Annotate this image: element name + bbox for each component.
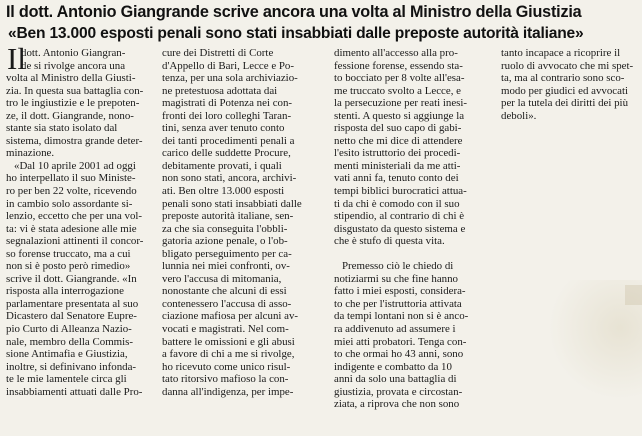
col4-line: ta, ma al contrario sono sco- — [501, 72, 625, 85]
col4-line: modo per giudici ed avvocati — [501, 84, 629, 97]
col4-line: ruolo di avvocato che mi spet- — [501, 59, 634, 72]
col3-line: Premesso ciò le chiedo di — [342, 260, 454, 273]
article-column-1 — [6, 47, 156, 398]
col1-line: ze, il dott. Giangrande, nono- — [6, 109, 134, 122]
col3-line: to bocciato per 8 volte all'esa- — [334, 72, 465, 85]
col3-line: la persecuzione per reati inesi- — [334, 97, 468, 110]
col3-line: ra addivenuto ad assumere i — [334, 323, 456, 336]
drop-cap: Il — [7, 41, 26, 76]
col2-line: ciazione mafiosa per alcuni av- — [162, 310, 299, 323]
col2-line: tato ritorsivo mafioso la con- — [162, 373, 289, 386]
col2-line: gatoria azione penale, o l'ob- — [162, 235, 288, 248]
col4-line: deboli». — [501, 109, 537, 122]
col1-line: de si rivolge ancora una — [21, 59, 126, 72]
headline — [6, 2, 638, 44]
col3-line: vati anni fa, tenuto conto dei — [334, 172, 459, 185]
col3-line: dimento all'accesso alla pro- — [334, 47, 458, 59]
col2-line: ati. Ben oltre 13.000 esposti — [162, 185, 285, 198]
col2-line: tenza, per una sola archiviazio- — [162, 72, 298, 85]
col1-line: in cambio solo assordante si- — [6, 197, 133, 210]
col2-line: lunnia nei miei confronti, ov- — [162, 260, 290, 273]
col2-line: carico delle suddette Procure, — [162, 147, 291, 160]
headline-line-1: Il dott. Antonio Giangrande scrive ancora una volta al Ministro della Giustizia — [6, 3, 582, 21]
col2-line: ne pretestuosa adottata dai — [162, 84, 278, 97]
col1-line: «Dal 10 aprile 2001 ad oggi — [14, 159, 136, 172]
col3-line: stenti. A questo si aggiunge la — [334, 109, 465, 122]
col1-line: ro per ben 22 volte, ricevendo — [6, 185, 137, 198]
col1-line: Dicastero dal Senatore Eupre- — [6, 310, 137, 323]
col2-line: ho ricevuto come unico risul- — [162, 360, 291, 373]
col2-line: d'Appello di Bari, Lecce e Po- — [162, 59, 295, 72]
col2-line: cure dei Distretti di Corte — [162, 47, 274, 59]
col2-line: non sono stati, ancora, archivi- — [162, 172, 297, 185]
col3-line: stipendio, al contrario di chi è — [334, 210, 465, 223]
col3-line: notiziarmi su che fine hanno — [334, 272, 458, 285]
col2-line: a favore di chi a me si rivolge, — [162, 348, 295, 361]
col3-line: disgustato da questo sistema e — [334, 222, 466, 235]
col3-line: to che ormai ho 43 anni, sono — [334, 348, 464, 361]
col3-line: netto che mi dice di attendere — [334, 134, 463, 147]
col1-line: sione Antimafia e Giustizia, — [6, 348, 128, 361]
col2-line: vocati e magistrati. Nel com- — [162, 323, 289, 336]
col1-line: ta: vi è stata adesione alle mie — [6, 222, 137, 235]
col2-line: bligato perseguimento per ca- — [162, 247, 292, 260]
article-column-3 — [334, 47, 502, 411]
col1-line: insabbiamenti attuati dalle Pro- — [6, 385, 143, 398]
article-column-2 — [162, 47, 327, 398]
col1-line: tro le ingiustizie e le prepoten- — [6, 97, 140, 110]
col1-line: segnalazioni attinenti il concor- — [6, 235, 144, 248]
col1-line: zia. In questa sua battaglia con- — [6, 84, 144, 97]
col3-line: l'esito istruttorio dei procedi- — [334, 147, 461, 160]
col3-line: ziata, a riprova che non sono — [334, 398, 460, 411]
col3-line: giustizia, provata e circostan- — [334, 385, 463, 398]
col2-line: fronti dei loro colleghi Taran- — [162, 109, 292, 122]
col1-line: sistema, dimostra grande deter- — [6, 134, 143, 147]
col3-line: fessione forense, essendo sta- — [334, 59, 463, 72]
col3-line: risposta del suo capo di gabi- — [334, 122, 462, 135]
col2-line: magistrati di Potenza nei con- — [162, 97, 293, 110]
col3-line: indigente e combatto da 10 — [334, 360, 452, 373]
col3-line — [334, 248, 502, 261]
col2-line: nonostante che alcuni di essi — [162, 285, 287, 298]
col2-line: za che sia conseguita l'obbli- — [162, 222, 288, 235]
col3-line: anni da solo una battaglia di — [334, 373, 457, 386]
col2-line: debitamente provati, i quali — [162, 159, 282, 172]
col1-line: lenzio, eccetto che per una vol- — [6, 210, 143, 223]
col3-line: fatto i miei esposti, considera- — [334, 285, 466, 298]
col3-line: che è stufo di questa vita. — [334, 235, 445, 248]
col1-line: nale, membro della Commis- — [6, 335, 134, 348]
col3-line: tempi biblici burocratici attua- — [334, 185, 467, 198]
col1-line: minazione. — [6, 147, 55, 160]
col1-line: volta al Ministro della Giusti- — [6, 72, 136, 85]
col2-line: penali sono stati insabbiati dalle — [162, 197, 302, 210]
col4-line: per la tutela dei diritti dei più — [501, 97, 629, 110]
col2-line: vero l'accusa di mitomania, — [162, 272, 282, 285]
col1-line: pio Curto di Alleanza Nazio- — [6, 323, 132, 336]
col4-line: tanto incapace a ricoprire il — [501, 47, 621, 59]
col2-line: battere le omissioni e gli abusi — [162, 335, 295, 348]
col2-line: danna all'indigenza, per impe- — [162, 385, 294, 398]
col2-line: preposte autorità italiane, sen- — [162, 210, 294, 223]
col1-line: scrive il dott. Giangrande. «In — [6, 272, 137, 285]
col2-line: dei tanti procedimenti penali a — [162, 134, 295, 147]
col2-line: tini, senza aver tenuto conto — [162, 122, 285, 135]
col3-line: to che per l'istruttoria attivata — [334, 297, 462, 310]
article-column-4 — [501, 47, 642, 122]
col1-line: stante sia stato isolato dal — [6, 122, 118, 135]
bleed-through-mark — [625, 285, 642, 305]
col3-line: miei atti probatori. Tenga con- — [334, 335, 467, 348]
col3-line: da tempi lontani non si è anco- — [334, 310, 469, 323]
col1-line: inoltre, si definivano infonda- — [6, 360, 137, 373]
col2-line: contenessero l'accusa di asso- — [162, 297, 292, 310]
col1-line: te le mie lamentele circa gli — [6, 373, 127, 386]
headline-line-2: «Ben 13.000 esposti penali sono stati insabbiati dalle preposte autorità italiane» — [8, 25, 584, 42]
col1-line: parlamentare presentata al suo — [6, 297, 139, 310]
col3-line: menti ministeriali da me atti- — [334, 159, 461, 172]
col3-line: me truccato svolto a Lecce, e — [334, 84, 461, 97]
col1-line: risposta alla interrogazione — [6, 285, 124, 298]
col3-line: ti da chi è comodo con il suo — [334, 197, 460, 210]
col1-line: non si è posto però rimedio» — [6, 260, 131, 273]
col1-line: dott. Antonio Giangran- — [21, 47, 126, 59]
col1-line: ho interpellato il suo Ministe- — [6, 172, 136, 185]
col1-line: so forense truccato, ma a cui — [6, 247, 131, 260]
